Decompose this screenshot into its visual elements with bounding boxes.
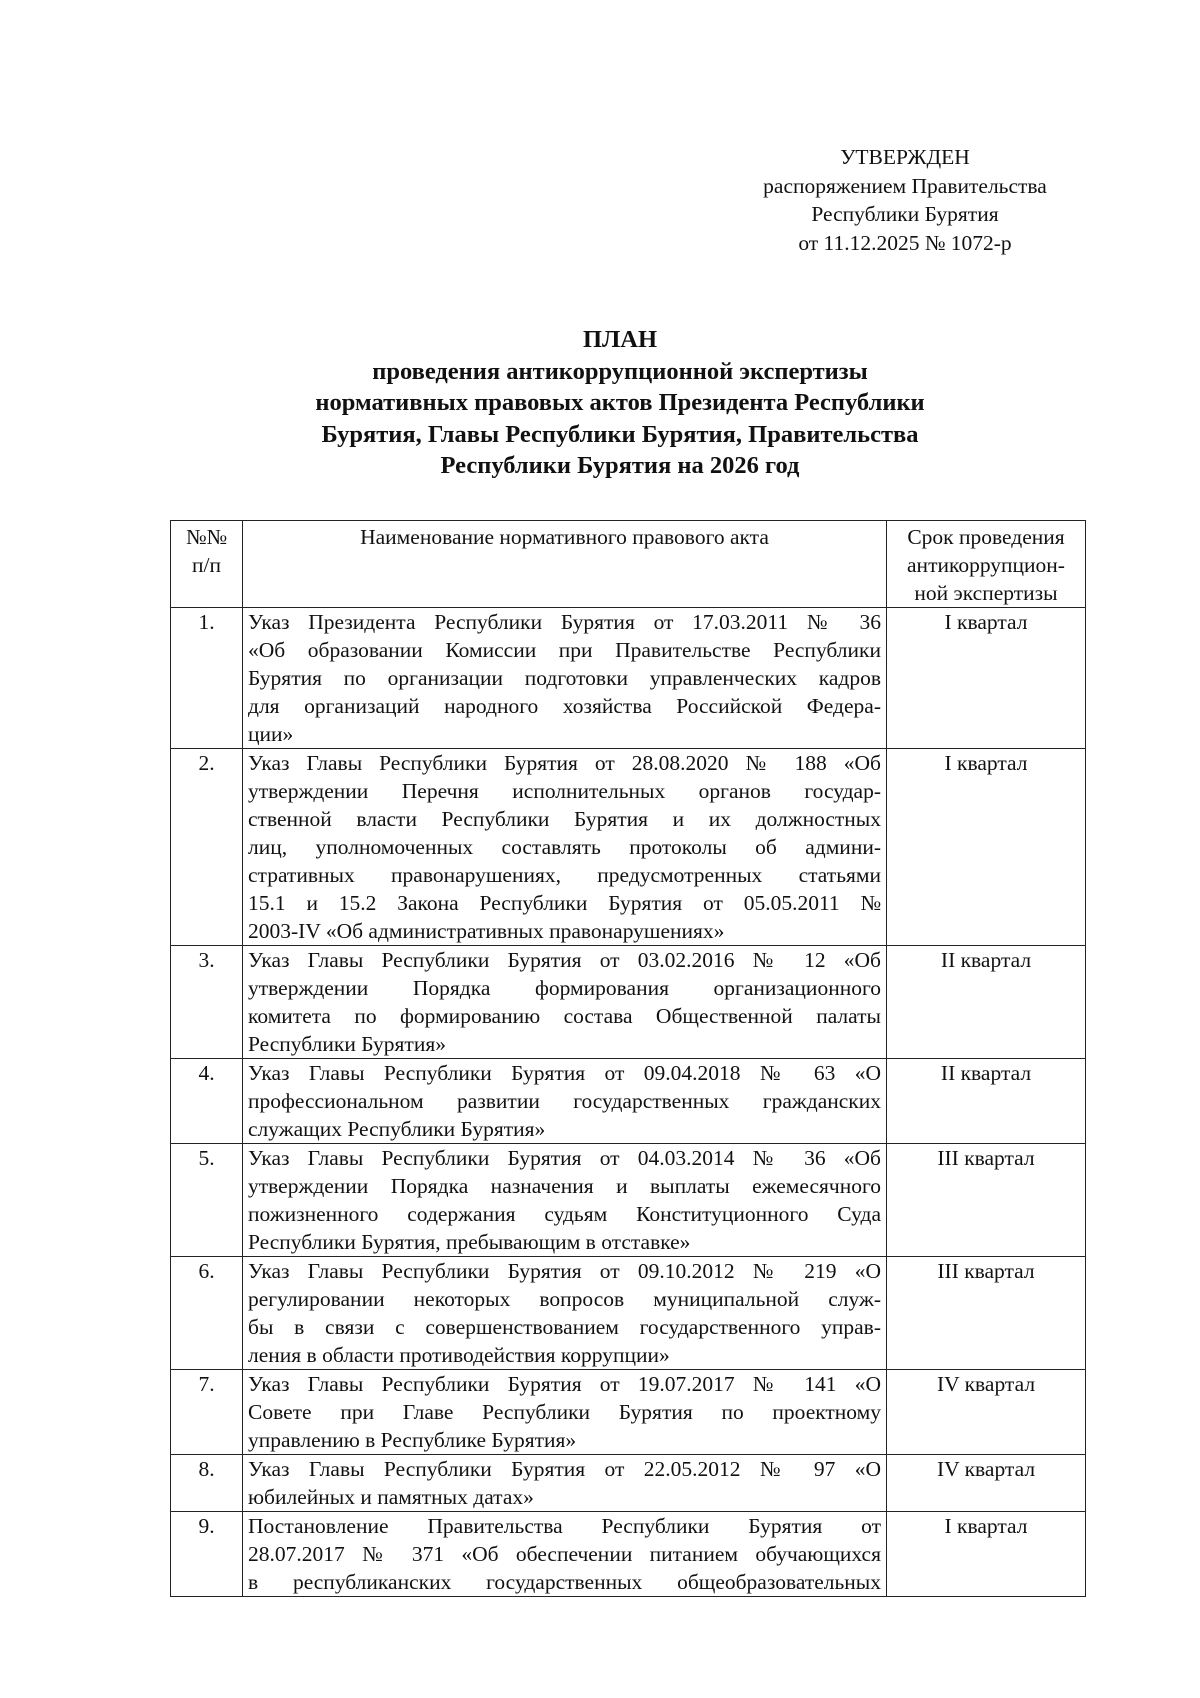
approval-line: Республики Бурятия	[811, 202, 999, 226]
act-name-line: «Об образовании Комиссии при Правительстве Республики	[248, 638, 881, 662]
title-line: Бурятия, Главы Республики Бурятия, Правительства	[321, 420, 919, 448]
row-number: 5.	[171, 1144, 243, 1257]
review-term: II квартал	[887, 1059, 1086, 1144]
act-name-line: служащих Республики Бурятия»	[248, 1117, 546, 1141]
row-number: 3.	[171, 946, 243, 1059]
act-name-line: комитета по формированию состава Общественной палаты	[248, 1004, 881, 1028]
act-name-line: Постановление Правительства Республики Бурятия от	[248, 1514, 881, 1538]
title-line: ПЛАН	[582, 326, 658, 353]
header-term	[887, 521, 1086, 608]
act-name-line: Республики Бурятия, пребывающим в отставке»	[248, 1230, 691, 1254]
row-number: 1.	[171, 608, 243, 749]
act-name-line: 2003-IV «Об административных правонарушениях»	[248, 919, 725, 943]
review-term: IV квартал	[887, 1370, 1086, 1455]
header-act-name-line: Наименование нормативного правового акта	[360, 525, 769, 549]
table-row	[171, 1455, 1086, 1512]
act-name-line: утверждении Перечня исполнительных органов государ-	[248, 779, 881, 803]
approval-line: от 11.12.2025 № 1072-р	[798, 230, 1012, 255]
act-name-line: управлению в Республике Бурятия»	[248, 1428, 577, 1452]
header-term-line: ной экспертизы	[914, 581, 1058, 605]
act-name-line: Указ Главы Республики Бурятия от 09.04.2018 № 63 «О	[248, 1061, 881, 1085]
document-title	[170, 324, 1070, 482]
header-term-line: Срок проведения	[907, 525, 1065, 549]
table-row	[171, 1257, 1086, 1370]
act-name-line: регулировании некоторых вопросов муниципальной служ-	[248, 1287, 881, 1311]
act-name-line: ления в области противодействия коррупции»	[248, 1343, 670, 1367]
approval-line: УТВЕРЖДЕН	[840, 145, 970, 169]
act-name-line: Указ Главы Республики Бурятия от 19.07.2017 № 141 «О	[248, 1372, 881, 1396]
act-name-line: 28.07.2017 № 371 «Об обеспечении питанием обучающихся	[248, 1542, 881, 1566]
row-number: 9.	[171, 1512, 243, 1597]
act-name-line: лиц, уполномоченных составлять протоколы об админи-	[248, 835, 881, 859]
row-number: 6.	[171, 1257, 243, 1370]
act-name-line: профессиональном развитии государственных гражданских	[248, 1089, 881, 1113]
review-term: I квартал	[887, 749, 1086, 946]
review-term: II квартал	[887, 946, 1086, 1059]
act-name-line: Указ Главы Республики Бурятия от 09.10.2012 № 219 «О	[248, 1259, 881, 1283]
table-body	[171, 608, 1086, 1597]
review-term: IV квартал	[887, 1455, 1086, 1512]
act-name	[243, 749, 887, 946]
header-number	[171, 521, 243, 608]
title-line: Республики Бурятия на 2026 год	[440, 452, 800, 479]
row-number: 7.	[171, 1370, 243, 1455]
plan-table	[170, 520, 1086, 1597]
row-number: 4.	[171, 1059, 243, 1144]
act-name-line: юбилейных и памятных датах»	[248, 1485, 534, 1509]
title-line: проведения антикоррупционной экспертизы	[372, 357, 868, 385]
act-name	[243, 1144, 887, 1257]
act-name-line: ции»	[248, 722, 294, 746]
act-name	[243, 946, 887, 1059]
header-number-line: №№	[185, 525, 228, 549]
table-row	[171, 946, 1086, 1059]
row-number: 8.	[171, 1455, 243, 1512]
act-name-line: 15.1 и 15.2 Закона Республики Бурятия от 05.05.2011 №	[248, 891, 881, 915]
table-row	[171, 749, 1086, 946]
table-row	[171, 1370, 1086, 1455]
act-name-line: бы в связи с совершенствованием государственного управ-	[248, 1315, 881, 1339]
header-act-name	[243, 521, 887, 608]
act-name-line: Указ Главы Республики Бурятия от 22.05.2012 № 97 «О	[248, 1457, 881, 1481]
act-name	[243, 1257, 887, 1370]
header-number-line: п/п	[192, 553, 221, 577]
table-row	[171, 1059, 1086, 1144]
act-name-line: в республиканских государственных общеобразовательных	[248, 1570, 881, 1594]
act-name-line: для организаций народного хозяйства Российской Федера-	[248, 694, 881, 718]
review-term: III квартал	[887, 1144, 1086, 1257]
act-name	[243, 608, 887, 749]
act-name-line: Республики Бурятия»	[248, 1032, 446, 1056]
act-name-line: Указ Президента Республики Бурятия от 17.03.2011 № 36	[248, 610, 881, 634]
table-header-row	[171, 521, 1086, 608]
table-row	[171, 1144, 1086, 1257]
act-name-line: утверждении Порядка назначения и выплаты ежемесячного	[248, 1174, 881, 1198]
approval-line: распоряжением Правительства	[763, 173, 1047, 198]
act-name-line: Указ Главы Республики Бурятия от 04.03.2014 № 36 «Об	[248, 1146, 881, 1170]
review-term: I квартал	[887, 608, 1086, 749]
act-name-line: стративных правонарушениях, предусмотренных статьями	[248, 863, 881, 887]
act-name	[243, 1370, 887, 1455]
act-name-line: пожизненного содержания судьям Конституционного Суда	[248, 1202, 881, 1226]
act-name	[243, 1059, 887, 1144]
approval-stamp	[740, 143, 1070, 257]
review-term: III квартал	[887, 1257, 1086, 1370]
act-name-line: утверждении Порядка формирования организационного	[248, 976, 881, 1000]
review-term: I квартал	[887, 1512, 1086, 1597]
title-line: нормативных правовых актов Президента Республики	[315, 389, 925, 416]
row-number: 2.	[171, 749, 243, 946]
header-term-line: антикоррупцион-	[907, 553, 1065, 577]
act-name-line: Совете при Главе Республики Бурятия по проектному	[248, 1400, 881, 1424]
act-name-line: Бурятия по организации подготовки управленческих кадров	[248, 666, 881, 690]
act-name-line: Указ Главы Республики Бурятия от 03.02.2016 № 12 «Об	[248, 948, 881, 972]
act-name-line: ственной власти Республики Бурятия и их должностных	[248, 807, 881, 831]
act-name-line: Указ Главы Республики Бурятия от 28.08.2020 № 188 «Об	[248, 751, 881, 775]
act-name	[243, 1512, 887, 1597]
table-row	[171, 608, 1086, 749]
act-name	[243, 1455, 887, 1512]
table-row	[171, 1512, 1086, 1597]
